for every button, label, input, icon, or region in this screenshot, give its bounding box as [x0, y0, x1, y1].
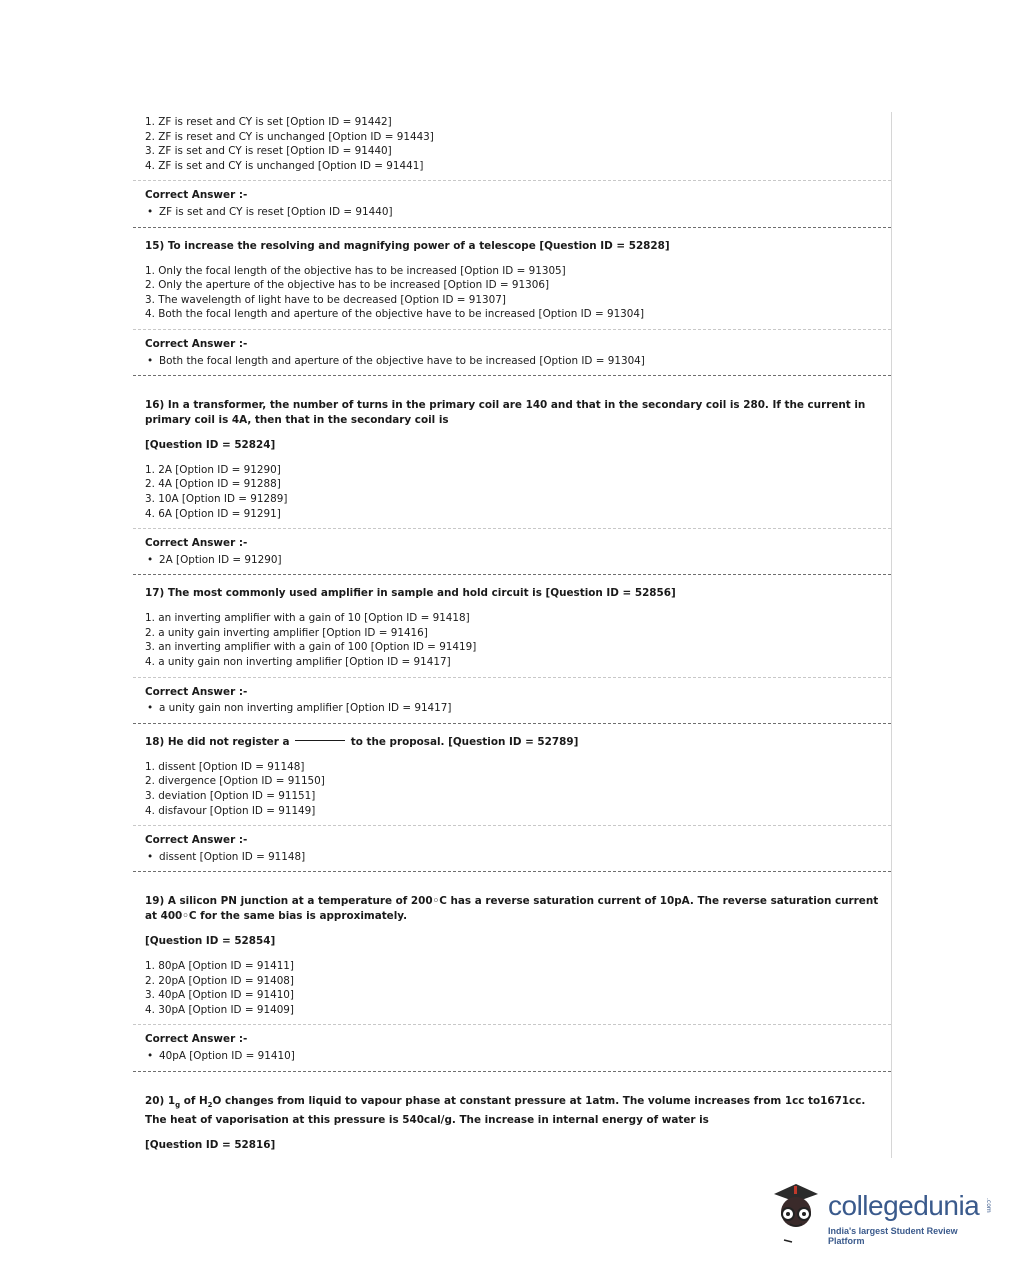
question-id: [Question ID = 52854]: [145, 935, 276, 948]
option-item: 3. deviation [Option ID = 91151]: [145, 790, 316, 803]
option-item: 1. ZF is reset and CY is set [Option ID = 91442]: [145, 116, 392, 128]
q14-options: [133, 112, 891, 181]
collegedunia-logo[interactable]: [766, 1176, 996, 1248]
q18-answer: [133, 826, 891, 872]
logo-tagline: India's largest Student Review Platform: [828, 1226, 958, 1246]
correct-answer-label: Correct Answer :-: [145, 1033, 248, 1046]
option-item: 4. disfavour [Option ID = 91149]: [145, 804, 316, 817]
option-item: 2. a unity gain inverting amplifier [Option ID = 91416]: [145, 626, 428, 639]
q17-answer: [133, 678, 891, 724]
bullet-icon: •: [147, 205, 154, 218]
option-item: 2. ZF is reset and CY is unchanged [Option ID = 91443]: [145, 130, 434, 143]
question-id: [Question ID = 52824]: [145, 439, 276, 452]
question-15: [133, 228, 891, 330]
option-item: 2. 4A [Option ID = 91288]: [145, 478, 281, 491]
question-id: [Question ID = 52816]: [145, 1138, 276, 1151]
question-title: 16) In a transformer, the number of turns in the primary coil are 140 and that in the secondary coil is 280. If the current in primary coil is 4A, then that in the secondary coil is: [145, 399, 866, 427]
bullet-icon: •: [147, 354, 154, 367]
option-item: 4. a unity gain non inverting amplifier [Option ID = 91417]: [145, 656, 451, 669]
correct-answer-label: Correct Answer :-: [145, 685, 248, 698]
correct-answer-label: Correct Answer :-: [145, 189, 248, 202]
q15-answer: [133, 330, 891, 376]
question-title: 20) $1_g$ of $H_2O$ changes from liquid to vapour phase at constant pressure at 1atm. The volume increases from 1cc to1671cc. The heat of vaporisation at this pressure is 540cal/g. The increase in internal energy of water is: [145, 1094, 866, 1126]
answer-text: ZF is set and CY is reset [Option ID = 91440]: [159, 205, 393, 218]
option-item: 4. 6A [Option ID = 91291]: [145, 507, 281, 520]
option-item: 3. an inverting amplifier with a gain of 100 [Option ID = 91419]: [145, 641, 477, 654]
option-item: 4. 30pA [Option ID = 91409]: [145, 1003, 294, 1016]
question-16: [133, 376, 891, 529]
q19-answer: [133, 1025, 891, 1071]
question-options: [145, 611, 879, 676]
correct-answer-label: Correct Answer :-: [145, 337, 248, 350]
answer-text: dissent [Option ID = 91148]: [159, 850, 306, 863]
q14-answer: [133, 181, 891, 227]
option-item: 1. an inverting amplifier with a gain of 10 [Option ID = 91418]: [145, 612, 470, 625]
question-title: 17) The most commonly used amplifier in sample and hold circuit is [Question ID = 52856]: [145, 587, 676, 600]
option-item: 2. Only the aperture of the objective has to be increased [Option ID = 91306]: [145, 279, 550, 292]
option-item: 3. 40pA [Option ID = 91410]: [145, 989, 294, 1002]
logo-com: .com: [985, 1198, 992, 1213]
option-item: 1. Only the focal length of the objective has to be increased [Option ID = 91305]: [145, 264, 566, 277]
option-item: 3. 10A [Option ID = 91289]: [145, 492, 288, 505]
question-19: [133, 872, 891, 1025]
answer-text: Both the focal length and aperture of the objective have to be increased [Option ID = 91304]: [159, 354, 645, 367]
question-paper: [133, 112, 892, 1158]
correct-answer-label: Correct Answer :-: [145, 834, 248, 847]
question-17: [133, 575, 891, 677]
option-item: 1. dissent [Option ID = 91148]: [145, 760, 305, 773]
question-18: [133, 724, 891, 826]
logo-name: collegedunia: [828, 1190, 980, 1221]
bullet-icon: •: [147, 702, 154, 715]
option-item: 2. divergence [Option ID = 91150]: [145, 775, 325, 788]
question-title: 15) To increase the resolving and magnifying power of a telescope [Question ID = 52828]: [145, 239, 670, 252]
option-item: 1. 2A [Option ID = 91290]: [145, 463, 281, 476]
option-item: 2. 20pA [Option ID = 91408]: [145, 974, 294, 987]
answer-text: 40pA [Option ID = 91410]: [159, 1049, 295, 1062]
option-item: 3. ZF is set and CY is reset [Option ID = 91440]: [145, 145, 392, 158]
mascot-icon: [766, 1176, 826, 1248]
question-options: [145, 959, 879, 1024]
option-item: 4. ZF is set and CY is unchanged [Option ID = 91441]: [145, 159, 424, 172]
question-title: 18) He did not register a to the proposal. [Question ID = 52789]: [145, 735, 579, 748]
question-options: [145, 463, 879, 528]
question-options: [145, 760, 879, 825]
question-20: [133, 1072, 891, 1159]
bullet-icon: •: [147, 1049, 154, 1062]
bullet-icon: •: [147, 850, 154, 863]
question-title: 19) A silicon PN junction at a temperature of 200◦C has a reverse saturation current of 10pA. The reverse saturation current at 400◦C for the same bias is approximately.: [145, 895, 879, 923]
option-item: 4. Both the focal length and aperture of the objective have to be increased [Option ID = 91304]: [145, 308, 645, 321]
question-options: [145, 264, 879, 329]
option-item: 1. 80pA [Option ID = 91411]: [145, 960, 294, 972]
correct-answer-label: Correct Answer :-: [145, 537, 248, 550]
bullet-icon: •: [147, 553, 154, 566]
blank-line: [295, 740, 345, 741]
answer-text: 2A [Option ID = 91290]: [159, 553, 282, 566]
q16-answer: [133, 529, 891, 575]
option-item: 3. The wavelength of light have to be decreased [Option ID = 91307]: [145, 293, 506, 306]
answer-text: a unity gain non inverting amplifier [Option ID = 91417]: [159, 702, 452, 715]
